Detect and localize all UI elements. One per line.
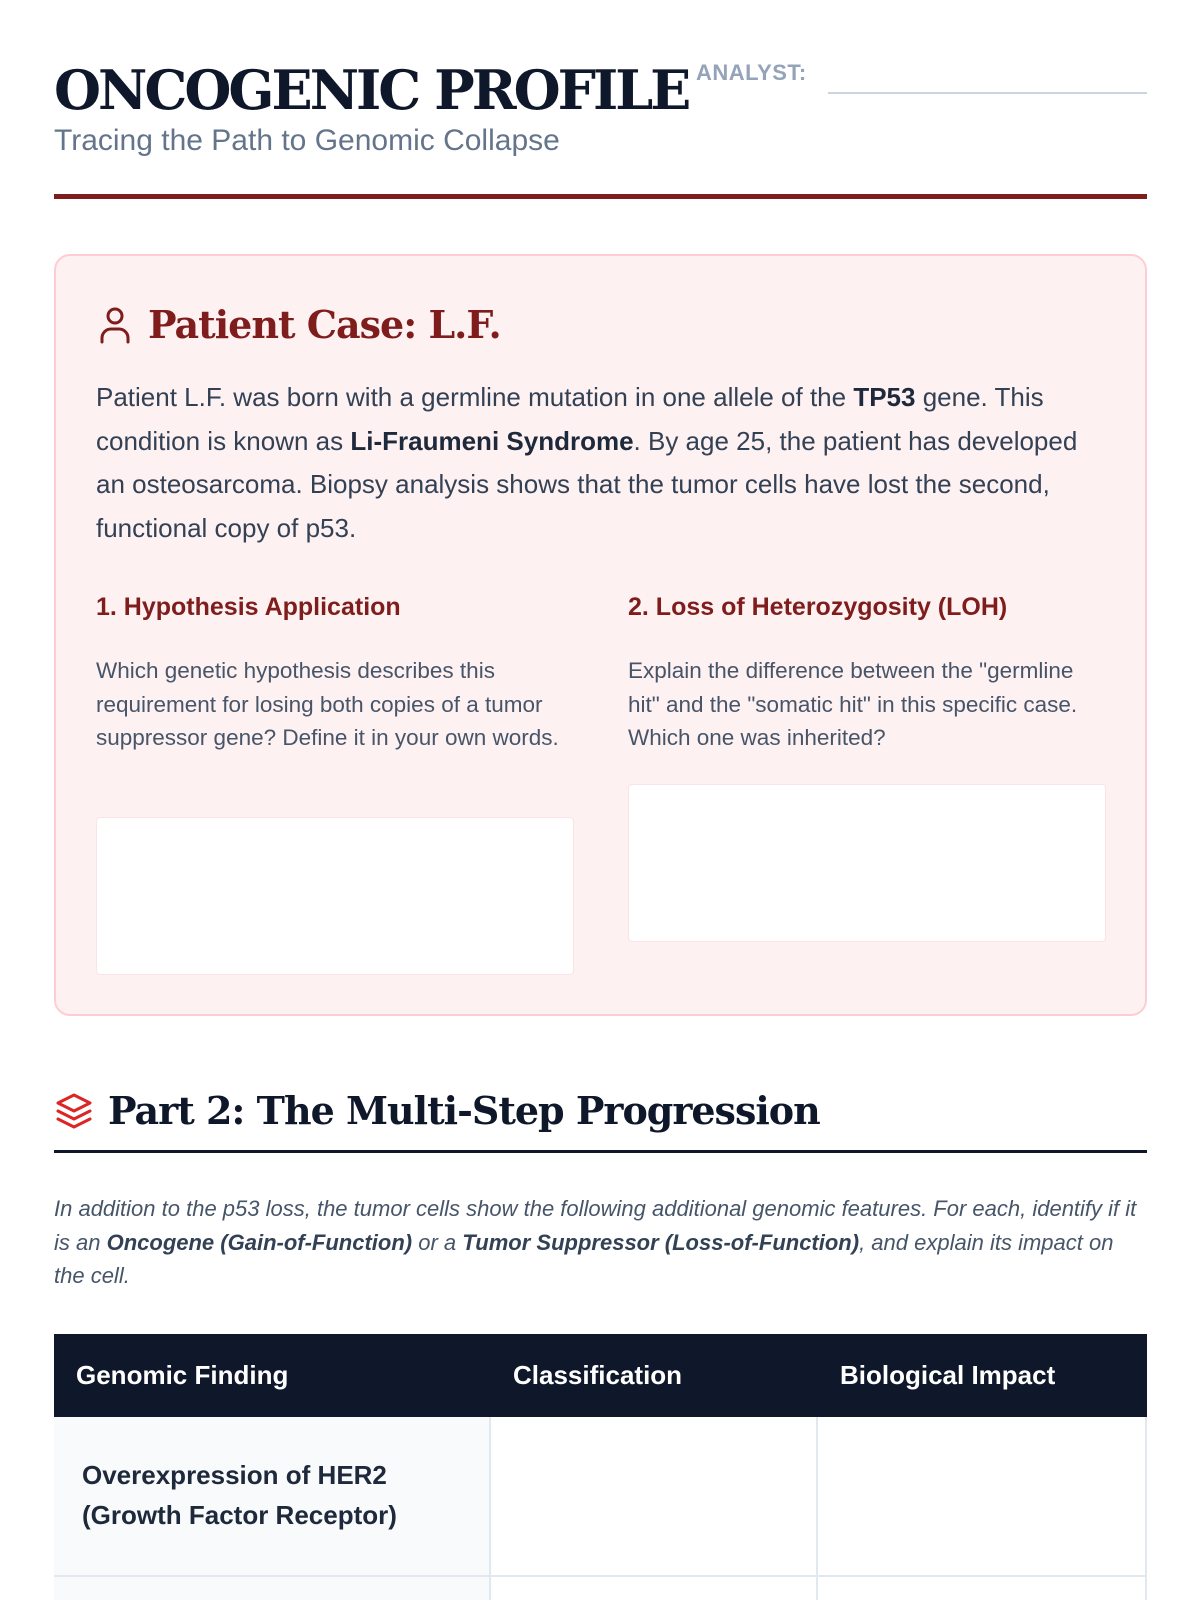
- worksheet-page: [54, 0, 1147, 1530]
- syndrome-name: Li-Fraumeni Syndrome: [350, 425, 634, 456]
- case-title: Patient Case: L.F.: [148, 302, 501, 347]
- column-header-classification: Classification: [513, 1360, 683, 1390]
- oncogene-term: Oncogene (Gain-of-Function): [106, 1229, 413, 1255]
- table-row: [54, 1577, 1147, 1600]
- impact-cell[interactable]: [818, 1577, 1147, 1600]
- column-header-impact: Biological Impact: [840, 1360, 1056, 1390]
- intro-part-1: In addition to the p53 loss, the tumor cells show the following additional genomic features. For each, identify if it is an: [54, 1196, 1137, 1255]
- intro-part-3: , and explain its impact on the cell.: [54, 1229, 1114, 1288]
- finding-cell: [54, 1417, 491, 1575]
- patient-case-card: [54, 254, 1147, 1016]
- case-heading: [98, 302, 501, 347]
- genomic-findings-table: [54, 1334, 1147, 1600]
- page-title: ONCOGENIC PROFILE: [54, 58, 689, 122]
- intro-part-2: or a: [412, 1229, 463, 1255]
- analyst-name-field[interactable]: [828, 92, 1147, 94]
- header-divider: [54, 194, 1147, 199]
- impact-cell[interactable]: [818, 1417, 1147, 1575]
- classification-cell[interactable]: [491, 1577, 818, 1600]
- finding-line: Overexpression of HER2: [82, 1460, 387, 1490]
- answer-box-hypothesis[interactable]: [96, 817, 574, 975]
- question-hypothesis: [96, 592, 574, 755]
- case-description: [96, 376, 1106, 550]
- question-heading: 1. Hypothesis Application: [96, 593, 401, 621]
- question-heading: 2. Loss of Heterozygosity (LOH): [628, 593, 1008, 621]
- user-icon: [98, 305, 132, 345]
- case-text-part-1: Patient L.F. was born with a germline mutation in one allele of the: [96, 382, 854, 412]
- finding-cell: [54, 1577, 491, 1600]
- question-prompt: Which genetic hypothesis describes this requirement for losing both copies of a tumor suppressor gene? Define it in your own words.: [96, 658, 559, 750]
- question-prompt: Explain the difference between the "germline hit" and the "somatic hit" in this specific case. Which one was inherited?: [628, 658, 1078, 750]
- finding-text: [54, 1417, 489, 1535]
- part2-title: Part 2: The Multi-Step Progression: [108, 1088, 820, 1133]
- classification-cell[interactable]: [491, 1417, 818, 1575]
- case-text-part-2: gene. This condition is known as: [96, 382, 1044, 456]
- gene-name: TP53: [853, 382, 916, 412]
- column-header-finding: Genomic Finding: [76, 1360, 289, 1390]
- case-text-part-3: . By age 25, the patient has developed an osteosarcoma. Biopsy analysis shows that the tumor cells have lost the second, functional copy of p53.: [96, 425, 1078, 543]
- table-row: [54, 1417, 1147, 1577]
- part2-heading: [54, 1088, 820, 1133]
- header: [54, 0, 1147, 200]
- part2-divider: [54, 1150, 1147, 1153]
- page-subtitle: Tracing the Path to Genomic Collapse: [54, 124, 560, 157]
- answer-box-loh[interactable]: [628, 784, 1106, 942]
- part2-instructions: [54, 1192, 1147, 1293]
- layers-icon: [54, 1091, 94, 1131]
- table-header: [54, 1334, 1147, 1417]
- finding-line: (Growth Factor Receptor): [82, 1500, 397, 1530]
- suppressor-term: Tumor Suppressor (Loss-of-Function): [462, 1229, 860, 1255]
- analyst-label: ANALYST:: [696, 60, 807, 85]
- question-loh: [628, 592, 1106, 755]
